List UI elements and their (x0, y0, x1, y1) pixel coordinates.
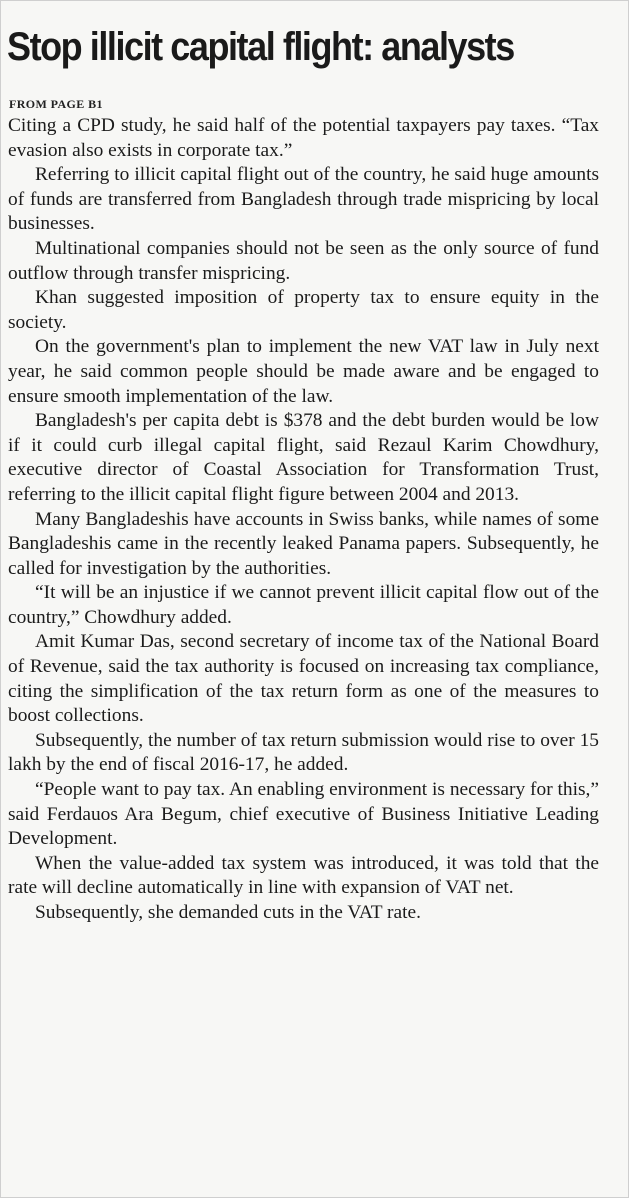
paragraph: Referring to illicit capital flight out of the country, he said huge amounts of funds are transferred from Bangladesh through trade mispricing by local businesses. (8, 164, 599, 235)
headline: Stop illicit capital flight: analysts (7, 25, 514, 69)
continued-from-label: FROM PAGE B1 (9, 97, 103, 111)
paragraph: Khan suggested imposition of property tax to ensure equity in the society. (8, 287, 599, 333)
paragraph: Amit Kumar Das, second secretary of income tax of the National Board of Revenue, said the tax authority is focused on increasing tax compliance, citing the simplification of the tax return form as one of the measures to boost collections. (8, 631, 599, 727)
paragraph: Bangladesh's per capita debt is $378 and the debt burden would be low if it could curb illegal capital flight, said Rezaul Karim Chowdhury, executive director of Coastal Association for Transformation Trust, referring to the illicit capital flight figure between 2004 and 2013. (8, 410, 599, 505)
paragraph: Subsequently, she demanded cuts in the VAT rate. (35, 902, 421, 923)
paragraph: Citing a CPD study, he said half of the potential taxpayers pay taxes. “Tax evasion also exists in corporate tax.” (8, 115, 599, 161)
paragraph: “It will be an injustice if we cannot prevent illicit capital flow out of the country,” Chowdhury added. (8, 582, 599, 628)
paragraph: When the value-added tax system was introduced, it was told that the rate will decline automatically in line with expansion of VAT net. (8, 852, 599, 899)
paragraph: Many Bangladeshis have accounts in Swiss banks, while names of some Bangladeshis came in the recently leaked Panama papers. Subsequently, he called for investigation by the authorities. (8, 508, 599, 579)
paragraph: On the government's plan to implement the new VAT law in July next year, he said common people should be made aware and be engaged to ensure smooth implementation of the law. (8, 336, 599, 407)
paragraph: Multinational companies should not be seen as the only source of fund outflow through transfer mispricing. (8, 237, 599, 284)
paragraph: Subsequently, the number of tax return submission would rise to over 15 lakh by the end of fiscal 2016-17, he added. (8, 729, 599, 776)
paragraph: “People want to pay tax. An enabling environment is necessary for this,” said Ferdauos Ara Begum, chief executive of Business Initiative Leading Development. (8, 779, 599, 850)
article-body (8, 114, 599, 926)
